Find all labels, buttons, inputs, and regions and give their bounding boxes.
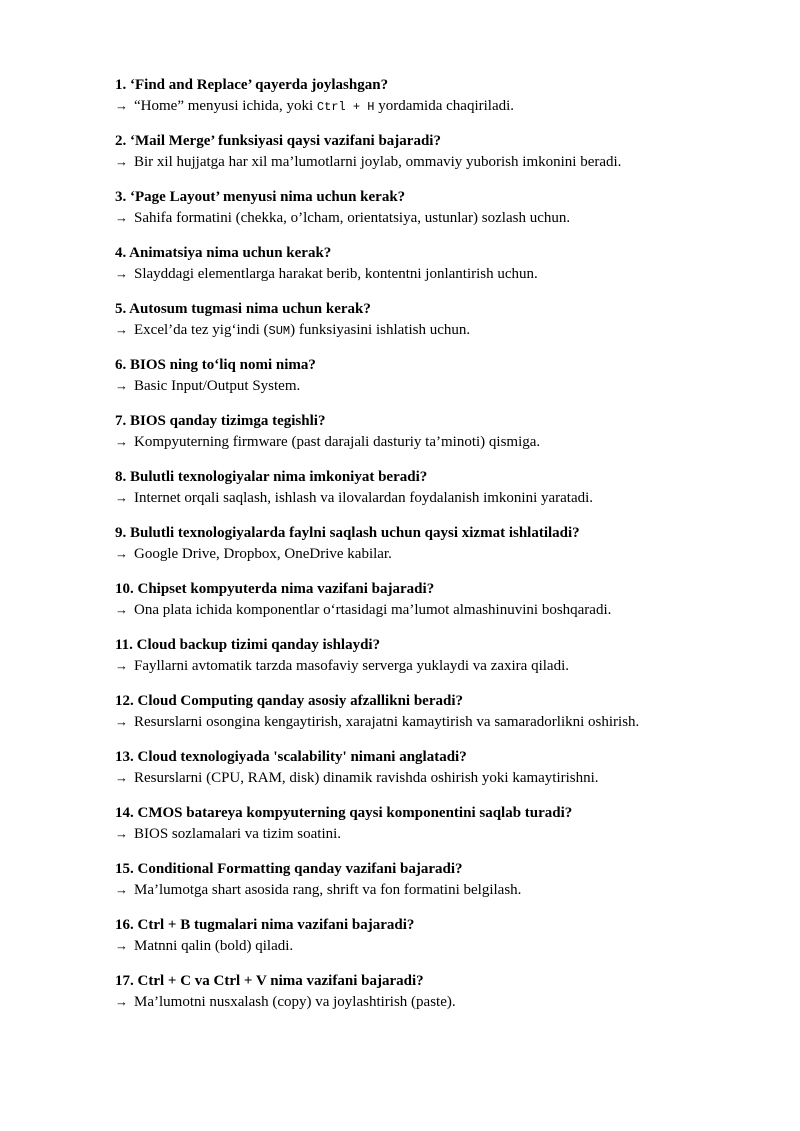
answer-text: Fayllarni avtomatik tarzda masofaviy serverga yuklaydi va zaxira qiladi. [134, 658, 569, 674]
answer-line [115, 96, 785, 117]
question-text: 6. BIOS ning to‘liq nomi nima? [115, 357, 316, 373]
question-text: 3. ‘Page Layout’ menyusi nima uchun kerak? [115, 189, 406, 205]
answer-text: Resurslarni (CPU, RAM, disk) dinamik ravishda oshirish yoki kamaytirishni. [134, 770, 599, 786]
answer-code: Ctrl + H [316, 100, 375, 114]
arrow-right-icon: → [115, 602, 128, 617]
qa-item [115, 578, 785, 634]
qa-item [115, 354, 785, 410]
question-text: 1. ‘Find and Replace’ qayerda joylashgan? [115, 77, 389, 93]
answer-code: SUM [268, 324, 291, 338]
arrow-right-icon: → [115, 98, 128, 113]
arrow-right-icon: → [115, 714, 128, 729]
answer-line [115, 880, 785, 900]
answer-text-continued: ) funksiyasini ishlatish uchun. [290, 322, 471, 338]
question-text: 4. Animatsiya nima uchun kerak? [115, 245, 332, 261]
qa-item [115, 690, 785, 746]
qa-item [115, 410, 785, 466]
answer-text: Ma’lumotni nusxalash (copy) va joylashtirish (paste). [134, 994, 456, 1010]
arrow-right-icon: → [115, 546, 128, 561]
question-text: 11. Cloud backup tizimi qanday ishlaydi? [115, 637, 381, 653]
answer-text: Slayddagi elementlarga harakat berib, kontentni jonlantirish uchun. [134, 266, 538, 282]
answer-line [115, 544, 785, 564]
answer-text: Internet orqali saqlash, ishlash va ilovalardan foydalanish imkonini yaratadi. [134, 490, 594, 506]
answer-line [115, 320, 785, 341]
answer-line [115, 488, 785, 508]
answer-text: Sahifa formatini (chekka, o’lcham, orientatsiya, ustunlar) sozlash uchun. [134, 210, 571, 226]
arrow-right-icon: → [115, 826, 128, 841]
answer-text: Matnni qalin (bold) qiladi. [134, 938, 294, 954]
qa-item [115, 466, 785, 522]
answer-line [115, 152, 785, 172]
answer-line [115, 936, 785, 956]
answer-text: BIOS sozlamalari va tizim soatini. [134, 826, 342, 842]
arrow-right-icon: → [115, 378, 128, 393]
answer-text: Google Drive, Dropbox, OneDrive kabilar. [134, 546, 392, 562]
qa-item [115, 74, 785, 130]
qa-item [115, 130, 785, 186]
arrow-right-icon: → [115, 322, 128, 337]
arrow-right-icon: → [115, 770, 128, 785]
answer-line [115, 432, 785, 452]
arrow-right-icon: → [115, 658, 128, 673]
answer-line [115, 600, 785, 620]
question-text: 14. CMOS batareya kompyuterning qaysi komponentini saqlab turadi? [115, 805, 573, 821]
question-text: 12. Cloud Computing qanday asosiy afzallikni beradi? [115, 693, 463, 709]
arrow-right-icon: → [115, 210, 128, 225]
question-text: 2. ‘Mail Merge’ funksiyasi qaysi vazifani bajaradi? [115, 133, 441, 149]
question-text: 16. Ctrl + B tugmalari nima vazifani bajaradi? [115, 917, 415, 933]
qa-item [115, 858, 785, 914]
answer-line [115, 712, 785, 732]
question-text: 8. Bulutli texnologiyalar nima imkoniyat beradi? [115, 469, 428, 485]
answer-line [115, 264, 785, 284]
arrow-right-icon: → [115, 266, 128, 281]
answer-text: Resurslarni osongina kengaytirish, xarajatni kamaytirish va samaradorlikni oshirish. [134, 714, 640, 730]
arrow-right-icon: → [115, 882, 128, 897]
arrow-right-icon: → [115, 490, 128, 505]
answer-text: Ma’lumotga shart asosida rang, shrift va fon formatini belgilash. [134, 882, 522, 898]
answer-text: Ona plata ichida komponentlar o‘rtasidagi ma’lumot almashinuvini boshqaradi. [134, 602, 612, 618]
answer-line [115, 992, 785, 1012]
answer-line [115, 376, 785, 396]
qa-item [115, 242, 785, 298]
arrow-right-icon: → [115, 154, 128, 169]
question-text: 13. Cloud texnologiyada 'scalability' nimani anglatadi? [115, 749, 467, 765]
qa-item [115, 802, 785, 858]
question-text: 9. Bulutli texnologiyalarda faylni saqlash uchun qaysi xizmat ishlatiladi? [115, 525, 580, 541]
answer-text: “Home” menyusi ichida, yoki [134, 98, 317, 114]
question-text: 5. Autosum tugmasi nima uchun kerak? [115, 301, 371, 317]
arrow-right-icon: → [115, 994, 128, 1009]
question-text: 15. Conditional Formatting qanday vazifani bajaradi? [115, 861, 463, 877]
question-text: 7. BIOS qanday tizimga tegishli? [115, 413, 326, 429]
answer-line [115, 768, 785, 788]
answer-text: Bir xil hujjatga har xil ma’lumotlarni joylab, ommaviy yuborish imkonini beradi. [134, 154, 622, 170]
answer-text: Kompyuterning firmware (past darajali dasturiy ta’minoti) qismiga. [134, 434, 541, 450]
answer-line [115, 824, 785, 844]
qa-item [115, 522, 785, 578]
qa-item [115, 298, 785, 354]
answer-text: Excel’da tez yig‘indi ( [134, 322, 269, 338]
qa-item [115, 634, 785, 690]
answer-text-continued: yordamida chaqiriladi. [374, 98, 515, 114]
arrow-right-icon: → [115, 434, 128, 449]
question-text: 17. Ctrl + C va Ctrl + V nima vazifani bajaradi? [115, 973, 424, 989]
answer-text: Basic Input/Output System. [134, 378, 301, 394]
answer-line [115, 656, 785, 676]
qa-item [115, 914, 785, 970]
qa-list [115, 74, 785, 1026]
qa-item [115, 186, 785, 242]
qa-item [115, 970, 785, 1026]
question-text: 10. Chipset kompyuterda nima vazifani bajaradi? [115, 581, 435, 597]
arrow-right-icon: → [115, 938, 128, 953]
answer-line [115, 208, 785, 228]
qa-item [115, 746, 785, 802]
